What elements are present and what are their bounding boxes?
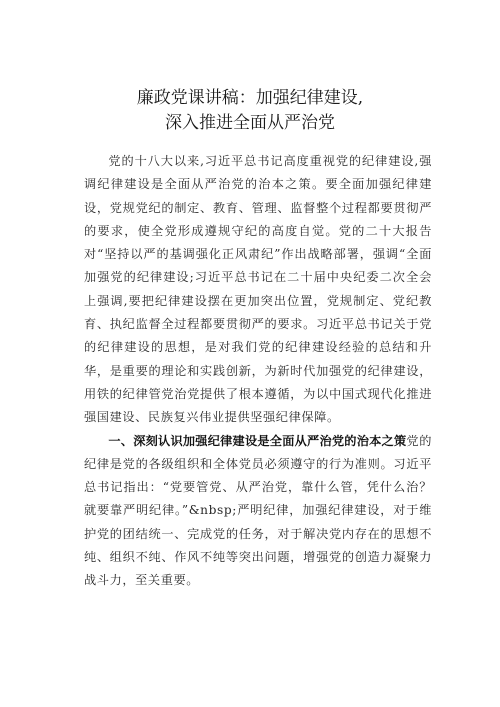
title-line-2: 深入推进全面从严治党 <box>165 113 335 133</box>
title-line-1: 廉政党课讲稿：加强纪律建设, <box>136 88 364 108</box>
document-title <box>0 86 500 136</box>
section-1-heading: 一、深刻认识加强纪律建设是全面从严治党的治本之策 <box>108 433 407 448</box>
intro-paragraph: 党的十八大以来,习近平总书记高度重视党的纪律建设,强调纪律建设是全面从严治党的治本之策。要全面加强纪律建设，党规党纪的制定、教育、管理、监督整个过程都要贯彻严的要求，使全党形成遵规守纪的高度自觉。党的二十大报告对“坚持以严的基调强化正风肃纪”作出战略部署，强调“全面加强党的纪律建设;习近平总书记在二十届中央纪委二次全会上强调,要把纪律建设摆在更加突出位置，党规制定、党纪教育、执纪监督全过程都要贯彻严的要求。习近平总书记关于党的纪律建设的思想，是对我们党的纪律建设经验的总结和升华，是重要的理论和实践创新，为新时代加强党的纪律建设，用铁的纪律管党治党提供了根本遵循，为以中国式现代化推进强国建设、民族复兴伟业提供坚强纪律保障。 <box>84 154 432 425</box>
section-1-paragraph <box>84 430 432 593</box>
document-body <box>84 150 432 593</box>
section-1-text: 党的纪律是党的各级组织和全体党员必须遵守的行为准则。习近平总书记指出：“党要管党、从严治党，靠什么管，凭什么治？就要靠严明纪律。”&nbsp;严明纪律，加强纪律建设，对于维护党的团结统一、完成党的任务，对于解决党内存在的思想不纯、组织不纯、作风不纯等突出问题，增强党的创造力凝聚力战斗力，至关重要。 <box>84 433 432 588</box>
